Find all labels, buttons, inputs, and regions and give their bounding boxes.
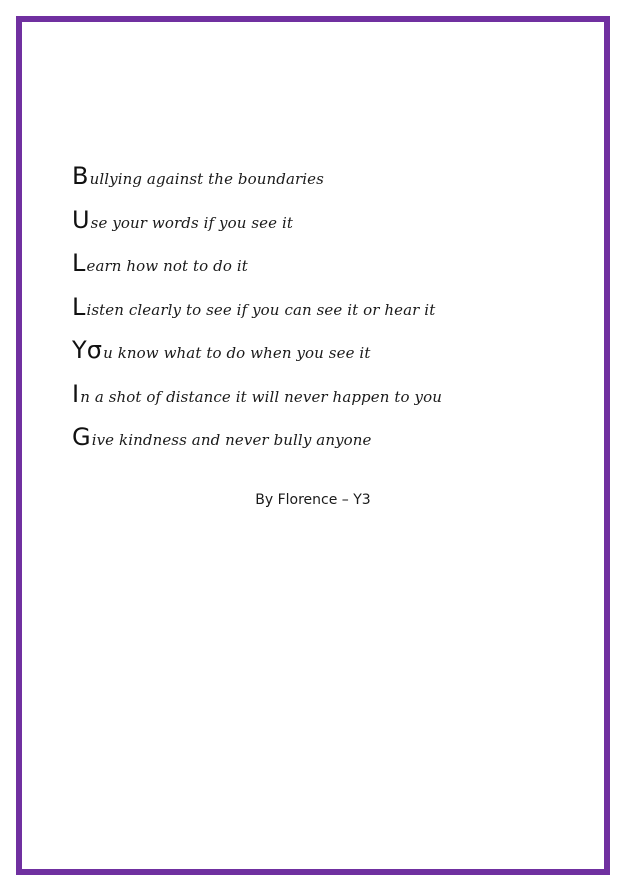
poem-line <box>72 293 442 337</box>
page-frame <box>16 16 610 875</box>
initial-letter: L <box>72 249 86 277</box>
initial-letter: G <box>72 423 91 451</box>
poem-line <box>72 162 442 206</box>
line-text: u know what to do when you see it <box>103 344 371 362</box>
line-text: earn how not to do it <box>86 257 248 275</box>
initial-letter: B <box>72 162 89 190</box>
line-text: ullying against the boundaries <box>89 170 324 188</box>
poem-line <box>72 423 442 467</box>
initial-letter: Yσ <box>72 336 103 364</box>
initial-letter: I <box>72 379 80 408</box>
poem-line <box>72 336 442 380</box>
line-text: n a shot of distance it will never happen to you <box>80 387 442 406</box>
acrostic-poem <box>72 162 442 467</box>
line-text: isten clearly to see if you can see it or hear it <box>86 300 436 319</box>
initial-letter: U <box>72 205 90 234</box>
line-text: se your words if you see it <box>90 213 294 232</box>
initial-letter: L <box>72 292 86 321</box>
author-byline: By Florence – Y3 <box>255 492 371 508</box>
poem-line <box>72 249 442 293</box>
line-text: ive kindness and never bully anyone <box>91 431 372 449</box>
poem-line <box>72 380 442 424</box>
poem-line <box>72 206 442 250</box>
